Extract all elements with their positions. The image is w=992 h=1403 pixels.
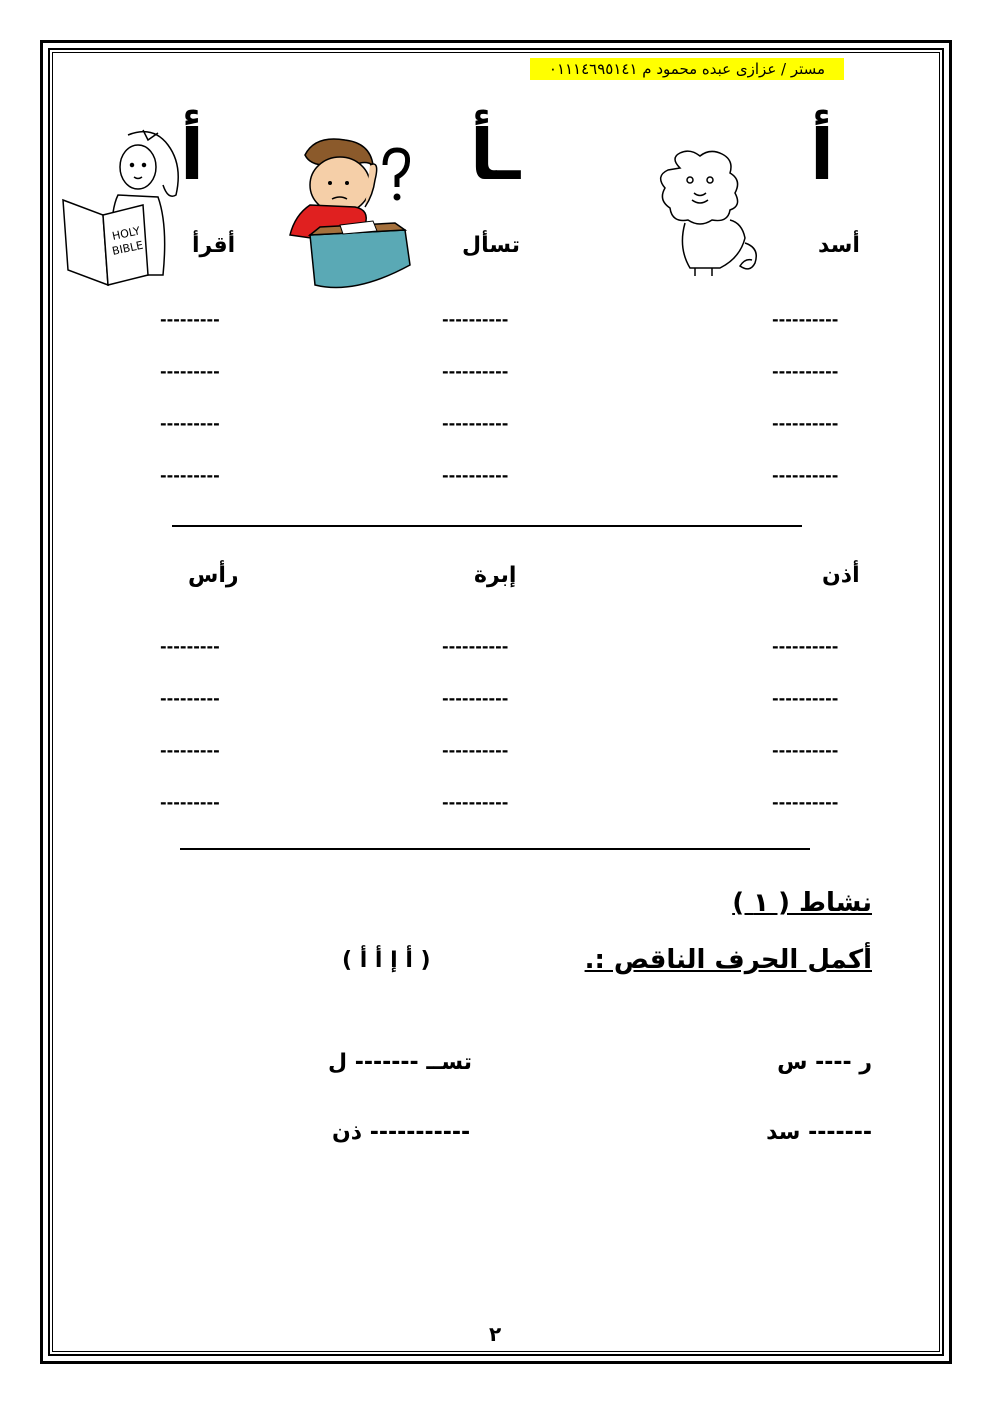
writing-line: ---------- [442, 689, 509, 708]
exercise-item: ر ---- س [777, 1050, 872, 1075]
writing-line: ---------- [772, 689, 839, 708]
activity-instruction: أكمل الحرف الناقص :. [584, 945, 872, 975]
writing-line: ---------- [442, 466, 509, 485]
letter-choices: ( أ إ أ أ ) [342, 948, 431, 973]
boy-thinking-illustration [285, 135, 420, 300]
writing-line: --------- [160, 362, 220, 381]
writing-line: ---------- [442, 362, 509, 381]
writing-line: --------- [160, 741, 220, 760]
writing-line: ---------- [442, 414, 509, 433]
writing-line: --------- [160, 414, 220, 433]
writing-line: ---------- [772, 414, 839, 433]
writing-line: ---------- [442, 741, 509, 760]
section-divider [180, 848, 810, 850]
exercise-item: تســ ------- ل [328, 1050, 473, 1075]
writing-line: ---------- [772, 637, 839, 656]
word-udhun: أذن [822, 563, 860, 588]
word-ras: رأس [188, 563, 239, 588]
svg-text:BIBLE: BIBLE [110, 238, 145, 258]
writing-line: --------- [160, 466, 220, 485]
writing-line: ---------- [772, 793, 839, 812]
section-divider [172, 525, 802, 527]
exercise-item: ----------- ذن [332, 1120, 471, 1145]
writing-line: --------- [160, 689, 220, 708]
exercise-item: ------- سد [766, 1120, 872, 1145]
letter-initial: أ [810, 114, 834, 196]
page-number: ٢ [489, 1322, 502, 1346]
author-header: مستر / عزازى عبده محمود م ٠١١١٤٦٩٥١٤١ [530, 58, 844, 80]
letter-final: أ [180, 114, 204, 196]
word-tasal: تسأل [462, 233, 520, 258]
writing-line: ---------- [442, 793, 509, 812]
writing-line: --------- [160, 310, 220, 329]
writing-line: --------- [160, 637, 220, 656]
writing-line: ---------- [772, 310, 839, 329]
writing-line: ---------- [772, 741, 839, 760]
writing-line: ---------- [772, 362, 839, 381]
lion-illustration [650, 148, 765, 283]
word-aqra: أقرأ [192, 233, 236, 258]
writing-line: ---------- [442, 637, 509, 656]
writing-line: ---------- [772, 466, 839, 485]
word-ibra: إبرة [474, 563, 517, 588]
letter-medial: ـأ [470, 114, 521, 196]
word-asad: أسد [818, 233, 860, 258]
activity-title: نشاط ( ١ ) [732, 888, 872, 918]
girl-reading-illustration [58, 125, 183, 290]
svg-text:HOLY: HOLY [110, 224, 142, 243]
writing-line: --------- [160, 793, 220, 812]
writing-line: ---------- [442, 310, 509, 329]
